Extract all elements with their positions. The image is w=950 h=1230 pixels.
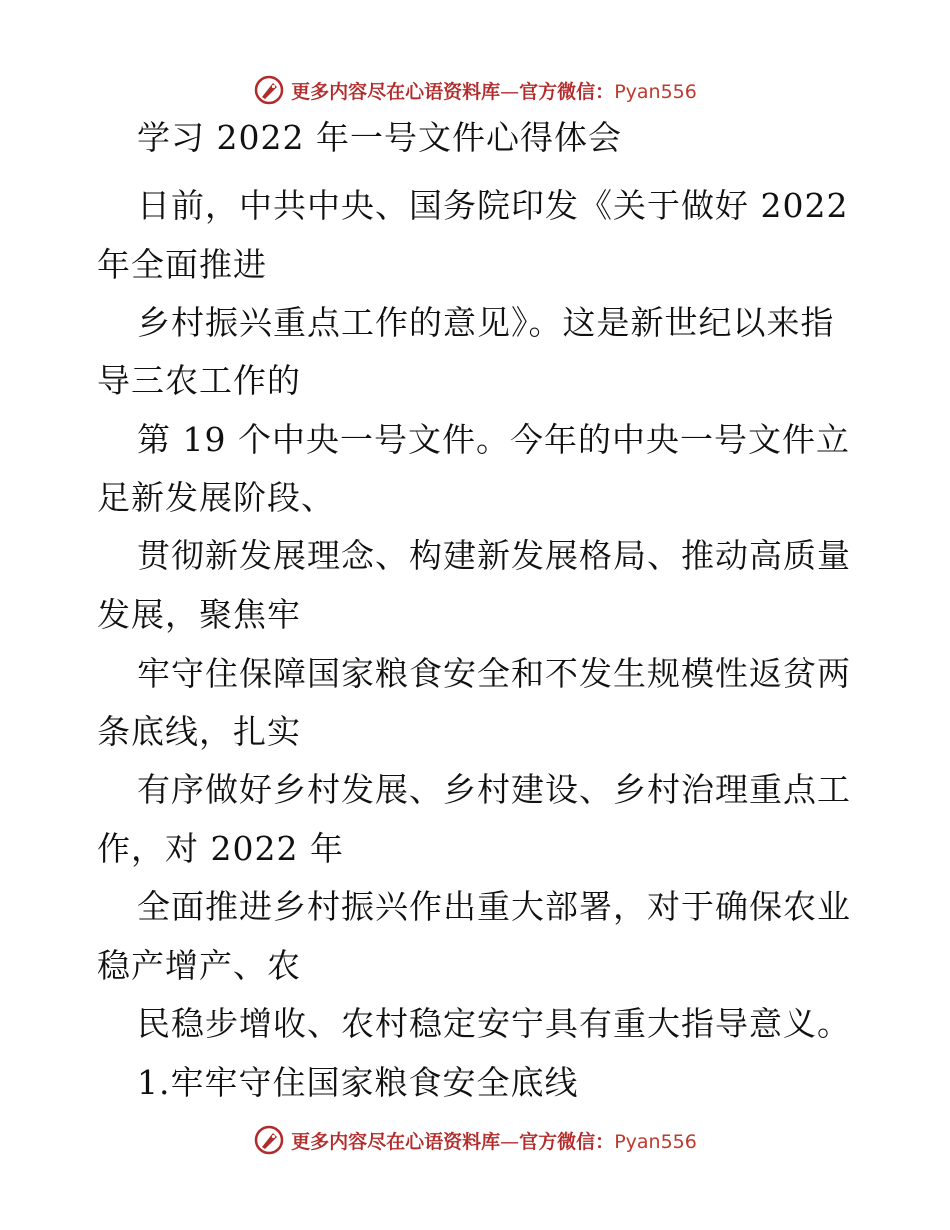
section-heading: 1.牢牢守住国家粮食安全底线 xyxy=(137,1063,579,1102)
paragraph-line: 贯彻新发展理念、构建新发展格局、推动高质量 xyxy=(137,536,851,575)
paragraph-line: 足新发展阶段、 xyxy=(97,478,335,517)
watermark-official-text: 官方微信： xyxy=(519,80,615,103)
watermark-library-text: 更多内容尽在心语资料库 xyxy=(291,80,501,103)
paragraph-line: 民稳步增收、农村稳定安宁具有重大指导意义。 xyxy=(137,1004,851,1043)
paragraph-line: 导三农工作的 xyxy=(97,361,301,400)
paragraph-line: 作，对 2022 年 xyxy=(97,829,344,868)
watermark-wechat-id: Pyan556 xyxy=(614,1130,697,1153)
watermark-dash: — xyxy=(500,1130,520,1153)
paragraph-line: 牢守住保障国家粮食安全和不发生规模性返贫两 xyxy=(137,654,851,693)
paragraph-line: 日前，中共中央、国务院印发《关于做好 2022 xyxy=(137,186,849,225)
pen-nib-logo-icon xyxy=(253,74,285,106)
document-title: 学习 2022 年一号文件心得体会 xyxy=(137,118,622,157)
paragraph-line: 有序做好乡村发展、乡村建设、乡村治理重点工 xyxy=(137,770,851,809)
paragraph-line: 全面推进乡村振兴作出重大部署，对于确保农业 xyxy=(137,887,851,926)
paragraph-line: 第 19 个中央一号文件。今年的中央一号文件立 xyxy=(137,420,850,459)
watermark-dash: — xyxy=(500,80,520,103)
paragraph-line: 稳产增产、农 xyxy=(97,946,301,985)
paragraph-line: 发展，聚焦牢 xyxy=(97,595,301,634)
header-watermark xyxy=(0,72,950,108)
watermark-official-text: 官方微信： xyxy=(519,1130,615,1153)
pen-nib-logo-icon xyxy=(253,1124,285,1156)
paragraph-line: 年全面推进 xyxy=(97,245,267,284)
watermark-wechat-id: Pyan556 xyxy=(614,80,697,103)
watermark-library-text: 更多内容尽在心语资料库 xyxy=(291,1130,501,1153)
footer-watermark xyxy=(0,1122,950,1158)
paragraph-line: 乡村振兴重点工作的意见》。这是新世纪以来指 xyxy=(137,303,835,342)
paragraph-line: 条底线，扎实 xyxy=(97,712,301,751)
